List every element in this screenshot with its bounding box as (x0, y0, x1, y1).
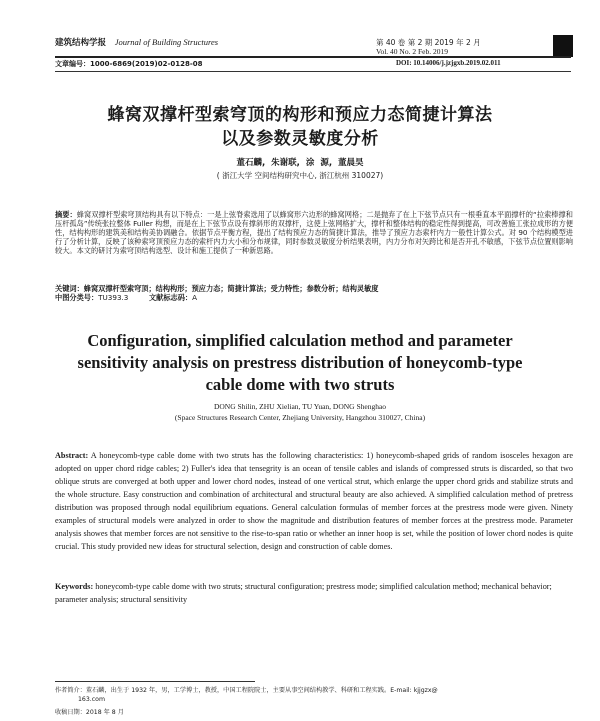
classification (55, 293, 573, 303)
header-rule (55, 56, 571, 58)
journal-name-cn: 建筑结构学报 (55, 38, 107, 48)
clc-label: 中图分类号： (55, 293, 99, 302)
article-number: 文章编号：1000-6869(2019)02-0128-08 (55, 60, 203, 68)
footnote-rule (55, 681, 255, 682)
journal-name-en: Journal of Building Structures (114, 37, 219, 47)
authors-en: DONG Shilin, ZHU Xielian, TU Yuan, DONG Shenghao (213, 402, 387, 411)
keywords-en (55, 580, 573, 606)
affiliation-en: (Space Structures Research Center, Zhejiang University, Hangzhou 310027, China) (174, 413, 426, 422)
affiliation-cn: ( 浙江大学 空间结构研究中心, 浙江杭州 310027) (216, 171, 384, 180)
authors-cn: 董石麟, 朱谢联, 涂 源, 董晨昊 (236, 158, 364, 168)
abstract-en (55, 449, 573, 553)
abstract-en-text: A honeycomb-type cable dome with two struts has the following characteristics: 1) honeycomb-shaped grids of random isosceles hexagon are adopted on upper chord ridge cables; 2) Fuller's idea that tensegrity is an ocean of tensile cables and islands of compressed struts is discarded, so that two oblique struts are converged at both upper and lower chord nodes, instead of one vertical strut, which enlarge the upper chord grids and stabilize struts and the whole structure. Easy construction and combination of architectural and structural beauty are also achieved. A simplified calculation method of pretress distribution was proposed through nodal equilibrium equations. General calculation formulas of member forces at the prestress mode were given. Ninety examples of structural models were analyzed in order to show the magnitude and distribution features of member forces at the prestress mode. Parameter analysis showes that member forces are not sensitive to the rise-to-span ratio or whether an inner hoop is set, while the position of lower chord nodes is quite crucial. This study provided new ideas for structural selection, design and construction of cable domes. (55, 451, 573, 551)
author-bio: 作者简介：董石麟，出生于 1932 年，男，工学博士，教授，中国工程院院士，主要从事空间结构教学、科研和工程实践。E-mail: kjjgzx@ (55, 687, 438, 694)
received-date: 收稿日期：2018 年 8 月 (55, 709, 124, 716)
abstract-en-label: Abstract: (55, 451, 89, 460)
journal-header (55, 36, 218, 48)
title-cn-line1: 蜂窝双撑杆型索穹顶的构形和预应力态简捷计算法 (107, 105, 493, 125)
abstract-cn (55, 210, 573, 255)
doc-code-value: A (192, 293, 198, 302)
clc-value: TU393.3 (98, 293, 129, 302)
title-cn-line2: 以及参数灵敏度分析 (221, 129, 379, 149)
title-en: Configuration, simplified calculation method and parameter sensitivity analysis on prestress distribution of honeycomb-type cable dome with two struts (77, 331, 523, 394)
keywords-en-label: Keywords: (55, 582, 94, 591)
abstract-cn-text: 蜂窝双撑杆型索穹顶结构具有以下特点：一是上弦脊索选用了以蜂窝形六边形的蜂窝网格；二是抛弃了在上下弦节点只有一根垂直本平面撑杆的“拉索棒撑和压杆孤岛”传统张拉整体 Fuller 构想，而是在上下弦节点设有撑斜形的双撑杆，这使上弦网格扩大，撑杆和整体结构的稳定性得到提高，可改善施工张拉成形的方便性，结构构形的建筑美和结构美协调融合。依据节点平衡方程，提出了结构预应力态的简捷计算法，推导了预应力态索杆内力一般性计算公式。对 90 个结构模型进行了分析计算，反映了该种索穹顶预应力态的索杆内力大小和分布规律，同时参数灵敏度分析结果表明，内力分布对矢跨比和是否开孔不敏感，下弦节点位置则影响较大。本文的研讨为索穹顶结构选型、设计和施工提供了一种新思路。 (55, 210, 573, 255)
abstract-cn-label: 摘要： (55, 210, 77, 219)
header-black-block (553, 35, 573, 57)
keywords-en-text: honeycomb-type cable dome with two struts; structural configuration; prestress mode; simplified calculation method; mechanical behavior; parameter analysis; structural sensitivity (55, 582, 552, 604)
volume-en: Vol. 40 No. 2 Feb. 2019 (376, 47, 448, 56)
header-rule-thin (55, 71, 571, 72)
doc-code-label: 文献标志码： (148, 293, 193, 302)
keywords-cn: 关键词：蜂窝双撑杆型索穹顶；结构构形；预应力态；简捷计算法；受力特性；参数分析；结构灵敏度 (55, 284, 379, 293)
doi: DOI: 10.14006/j.jzjgxb.2019.02.011 (396, 59, 501, 67)
author-email-tail: 163.com (78, 696, 105, 703)
volume-cn: 第 40 卷 第 2 期 2019 年 2 月 (376, 38, 481, 47)
